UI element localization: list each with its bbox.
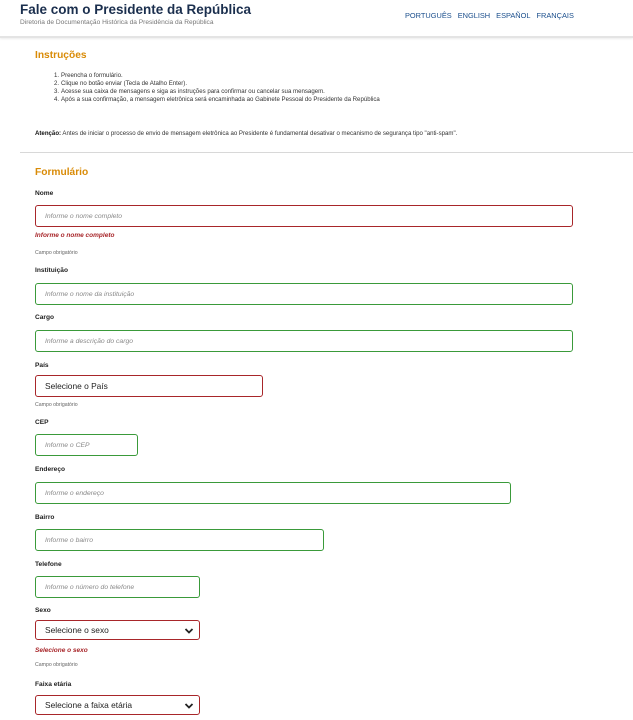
faixa-value: Selecione a faixa etária xyxy=(45,700,133,710)
instruction-step: 2. Clique no botão enviar (Tecla de Atalho Enter). xyxy=(54,80,188,88)
lang-link-english[interactable]: ENGLISH xyxy=(457,11,491,20)
sexo-value: Selecione o sexo xyxy=(45,625,109,635)
cargo-input[interactable] xyxy=(35,330,573,352)
site-subtitle: Diretoria de Documentação Histórica da Presidência da República xyxy=(20,19,214,26)
nome-placeholder: Informe o nome completo xyxy=(45,212,123,220)
attention-note xyxy=(35,130,457,137)
faixa-select[interactable] xyxy=(35,695,200,715)
chevron-down-icon[interactable] xyxy=(184,626,194,636)
sexo-error: Selecione o sexo xyxy=(35,647,88,654)
instituicao-label: Instituição xyxy=(35,267,68,274)
instructions-title: Instruções xyxy=(35,50,87,61)
telefone-placeholder: Informe o número do telefone xyxy=(45,583,135,591)
sexo-required-note: Campo obrigatório xyxy=(35,662,78,668)
telefone-input[interactable] xyxy=(35,576,200,598)
faixa-label: Faixa etária xyxy=(35,681,72,688)
instruction-step: 1. Preencha o formulário. xyxy=(54,72,123,79)
lang-link-french[interactable]: FRANÇAIS xyxy=(536,11,574,20)
nome-input[interactable] xyxy=(35,205,573,227)
cargo-placeholder: Informe a descrição do cargo xyxy=(45,337,134,345)
sexo-select[interactable] xyxy=(35,620,200,640)
instruction-step: 4. Após a sua confirmação, a mensagem eletrônica será encaminhada ao Gabinete Pessoal do Presidente da República xyxy=(54,96,380,104)
form-title: Formulário xyxy=(35,167,89,178)
language-nav xyxy=(405,11,574,20)
telefone-label: Telefone xyxy=(35,561,62,568)
attention-label: Atenção: xyxy=(35,130,62,137)
cep-input[interactable] xyxy=(35,434,138,456)
endereco-placeholder: Informe o endereço xyxy=(45,489,104,497)
cep-label: CEP xyxy=(35,419,49,426)
attention-text: Antes de iniciar o processo de envio de mensagem eletrônica ao Presidente é fundamental desativar o mecanismo de segurança tipo "anti-spam". xyxy=(61,130,458,137)
cargo-label: Cargo xyxy=(35,314,55,321)
cep-placeholder: Informe o CEP xyxy=(45,441,90,449)
bairro-placeholder: Informe o bairro xyxy=(45,536,93,544)
bairro-label: Bairro xyxy=(35,514,55,521)
site-header xyxy=(0,0,633,38)
pais-select[interactable] xyxy=(35,375,263,397)
instituicao-input[interactable] xyxy=(35,283,573,305)
pais-label: País xyxy=(35,362,49,369)
endereco-input[interactable] xyxy=(35,482,511,504)
chevron-down-icon[interactable] xyxy=(184,701,194,711)
lang-link-spanish[interactable]: ESPAÑOL xyxy=(496,11,531,20)
site-title[interactable]: Fale com o Presidente da República xyxy=(20,2,252,17)
pais-value: Selecione o País xyxy=(45,381,108,391)
pais-required-note: Campo obrigatório xyxy=(35,402,78,408)
nome-error: Informe o nome completo xyxy=(35,232,115,239)
endereco-label: Endereço xyxy=(35,466,66,473)
instituicao-placeholder: Informe o nome da instituição xyxy=(45,290,135,298)
instructions-list xyxy=(54,72,380,104)
lang-link-portuguese[interactable]: PORTUGUÊS xyxy=(405,11,452,20)
sexo-label: Sexo xyxy=(35,607,51,614)
bairro-input[interactable] xyxy=(35,529,324,551)
nome-required-note: Campo obrigatório xyxy=(35,250,78,256)
instruction-step: 3. Acesse sua caixa de mensagens e siga as instruções para confirmar ou cancelar sua mensagem. xyxy=(54,88,325,96)
section-divider xyxy=(20,152,633,153)
nome-label: Nome xyxy=(35,190,54,197)
